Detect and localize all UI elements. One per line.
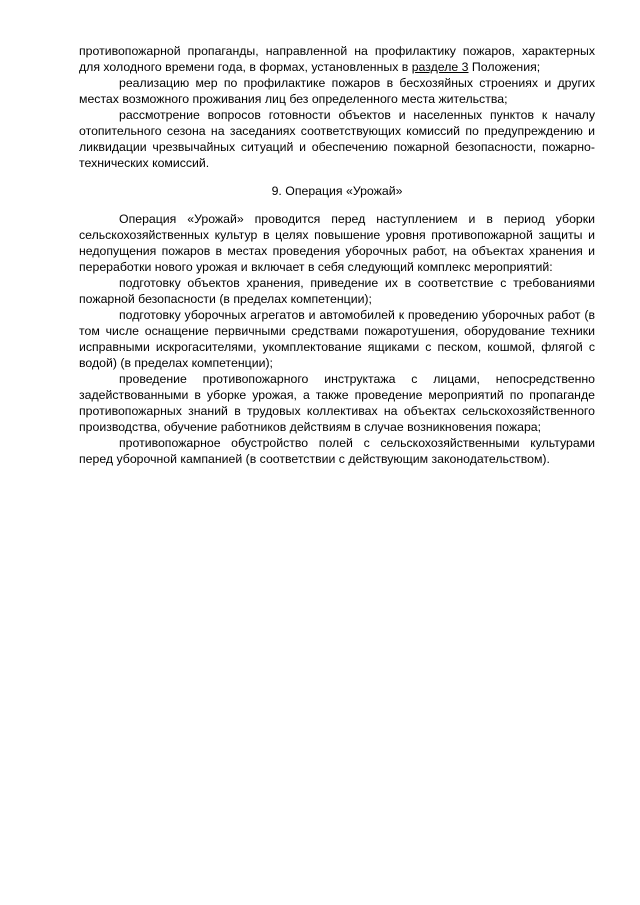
paragraph-propaganda-text: противопожарной пропаганды, направленной на профилактику пожаров, характерных для холодного времени года, в формах, установленных в [79,44,595,74]
list-item-machinery: подготовку уборочных агрегатов и автомобилей к проведению уборочных работ (в том числе оснащение первичными средствами пожаротушения, оборудование техники исправными искрогасителями, укомплектование ящиками с песком, кошмой, флягой с водой) (в пределах компетенции); [79,308,595,370]
paragraph-harvest-intro: Операция «Урожай» проводится перед наступлением и в период уборки сельскохозяйственных культур в целях повышение уровня противопожарной защиты и недопущения пожаров в местах проведения уборочных работ, на объектах хранения и переработки нового урожая и включает в себя следующий комплекс мероприятий: [79,212,595,274]
document-body [79,43,595,467]
paragraph-heating-season: рассмотрение вопросов готовности объектов и населенных пунктов к началу отопительного сезона на заседаниях соответствующих комиссий по предупреждению и ликвидации чрезвычайных ситуаций и обеспечению пожарной безопасности, пожарно-технических комиссий. [79,108,595,170]
paragraph-ownerless-buildings: реализацию мер по профилактике пожаров в бесхозяйных строениях и других местах возможного проживания лиц без определенного места жительства; [79,76,595,106]
section-heading-harvest: 9. Операция «Урожай» [271,184,403,198]
list-item-storage: подготовку объектов хранения, приведение их в соответствие с требованиями пожарной безопасности (в пределах компетенции); [79,276,595,306]
paragraph-propaganda [79,43,595,75]
list-item-instruction: проведение противопожарного инструктажа с лицами, непосредственно задействованными в уборке урожая, а также проведение мероприятий по пропаганде противопожарных знаний в трудовых коллективах на объектах сельскохозяйственного производства, обучение работников действиям в случае возникновения пожара; [79,372,595,434]
section-3-link[interactable]: разделе 3 [411,60,469,74]
paragraph-propaganda-tail: Положения; [468,60,541,74]
list-item-fields: противопожарное обустройство полей с сельскохозяйственными культурами перед уборочной кампанией (в соответствии с действующим законодательством). [79,436,595,466]
